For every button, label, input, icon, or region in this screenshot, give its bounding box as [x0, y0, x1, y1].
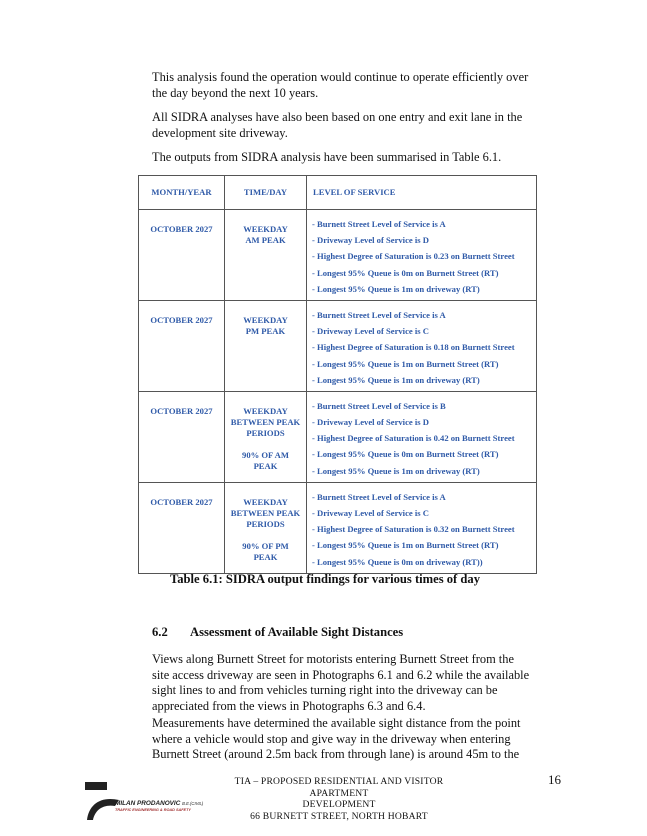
level-of-service-item: - Longest 95% Queue is 1m on Burnett Street (RT)	[312, 358, 499, 369]
time-day-line: PERIODS	[246, 518, 285, 529]
table-caption: Table 6.1: SIDRA output findings for various times of day	[170, 572, 480, 586]
level-of-service-item: - Highest Degree of Saturation is 0.18 on Burnett Street	[312, 342, 515, 353]
page-footer	[210, 776, 468, 822]
time-day-extra-line: 90% OF PM	[242, 540, 289, 551]
section-paragraph-1: Views along Burnett Street for motorists entering Burnett Street from the site access driveway are seen in Photographs 6.1 and 6.2 while the available sight lines to and from vehicles turning right into the driveway can be appreciated from the views in Photographs 6.3 and 6.4.	[152, 652, 530, 713]
level-of-service-item: - Burnett Street Level of Service is B	[312, 400, 446, 411]
intro-paragraph-1: This analysis found the operation would continue to operate efficiently over the day beyond the next 10 years.	[152, 70, 529, 100]
header-time-day: TIME/DAY	[225, 176, 307, 210]
sidra-output-table	[138, 175, 537, 574]
table-row	[139, 300, 537, 391]
time-day-line: WEEKDAY	[243, 496, 288, 507]
level-of-service-item: - Longest 95% Queue is 1m on Burnett Street (RT)	[312, 540, 499, 551]
time-day-line: PM PEAK	[245, 325, 286, 336]
table-row	[139, 391, 537, 482]
time-day-extra-line: 90% OF AM	[242, 449, 289, 460]
cell-level-of-service	[307, 210, 537, 301]
footer-line-2: DEVELOPMENT	[302, 799, 376, 811]
intro-paragraph-3: The outputs from SIDRA analysis have been summarised in Table 6.1.	[152, 150, 502, 164]
page-number: 16	[548, 772, 561, 787]
level-of-service-item: - Driveway Level of Service is C	[312, 326, 429, 337]
footer-line-1: TIA – PROPOSED RESIDENTIAL AND VISITOR APARTMENT	[234, 776, 444, 799]
level-of-service-item: - Longest 95% Queue is 0m on driveway (RT))	[312, 556, 483, 567]
level-of-service-item: - Driveway Level of Service is D	[312, 235, 429, 246]
header-month-year: MONTH/YEAR	[139, 176, 225, 210]
level-of-service-item: - Highest Degree of Saturation is 0.42 on Burnett Street	[312, 433, 515, 444]
time-day-extra-line: PEAK	[253, 551, 278, 562]
line-gap	[228, 530, 303, 541]
cell-time-day	[225, 391, 307, 482]
level-of-service-item: - Burnett Street Level of Service is A	[312, 491, 446, 502]
time-day-line: AM PEAK	[245, 235, 286, 245]
cell-month-year: OCTOBER 2027	[139, 300, 225, 391]
cell-month-year: OCTOBER 2027	[139, 482, 225, 573]
footer-line-3: 66 BURNETT STREET, NORTH HOBART	[250, 810, 428, 822]
logo-bar	[85, 782, 107, 790]
cell-month-year: OCTOBER 2027	[139, 391, 225, 482]
table-row	[139, 482, 537, 573]
level-of-service-item: - Highest Degree of Saturation is 0.32 on Burnett Street	[312, 524, 515, 535]
level-of-service-item: - Longest 95% Queue is 0m on Burnett Street (RT)	[312, 267, 499, 278]
table-row	[139, 210, 537, 301]
level-of-service-item: - Driveway Level of Service is D	[312, 417, 429, 428]
level-of-service-item: - Longest 95% Queue is 1m on driveway (RT)	[312, 283, 480, 294]
cell-level-of-service	[307, 391, 537, 482]
time-day-line: WEEKDAY	[243, 224, 288, 234]
section-number: 6.2	[152, 625, 168, 639]
time-day-line: WEEKDAY	[243, 314, 288, 325]
cell-level-of-service	[307, 300, 537, 391]
header-level-of-service: LEVEL OF SERVICE	[307, 176, 537, 210]
level-of-service-item: - Driveway Level of Service is C	[312, 508, 429, 518]
cell-time-day	[225, 300, 307, 391]
intro-paragraph-2: All SIDRA analyses have also been based on one entry and exit lane in the development site driveway.	[152, 110, 523, 140]
time-day-line: PERIODS	[246, 427, 285, 438]
time-day-line: BETWEEN PEAK	[230, 416, 301, 427]
level-of-service-item: - Burnett Street Level of Service is A	[312, 219, 446, 229]
time-day-line: WEEKDAY	[243, 405, 288, 416]
cell-month-year: OCTOBER 2027	[139, 210, 225, 301]
logo-name: MILAN PRODANOVIC B.E.(CIVIL)	[115, 800, 204, 807]
time-day-line: BETWEEN PEAK	[230, 507, 301, 518]
section-paragraph-2: Measurements have determined the available sight distance from the point where a vehicle would stop and give way in the driveway when entering Burnett Street (around 2.5m back from through lane) is around 45m to the	[152, 716, 521, 761]
level-of-service-item: - Longest 95% Queue is 1m on driveway (RT)	[312, 374, 480, 385]
logo-tagline: TRAFFIC ENGINEERING & ROAD SAFETY	[115, 808, 191, 812]
time-day-extra-line: PEAK	[253, 460, 278, 471]
line-gap	[228, 439, 303, 450]
cell-time-day	[225, 210, 307, 301]
level-of-service-item: - Highest Degree of Saturation is 0.23 on Burnett Street	[312, 251, 515, 262]
table-header-row	[139, 176, 537, 210]
level-of-service-item: - Longest 95% Queue is 0m on Burnett Street (RT)	[312, 449, 499, 460]
cell-time-day	[225, 482, 307, 573]
cell-level-of-service	[307, 482, 537, 573]
level-of-service-item: - Burnett Street Level of Service is A	[312, 309, 446, 320]
section-title: Assessment of Available Sight Distances	[190, 625, 404, 639]
level-of-service-item: - Longest 95% Queue is 1m on driveway (RT)	[312, 465, 480, 476]
